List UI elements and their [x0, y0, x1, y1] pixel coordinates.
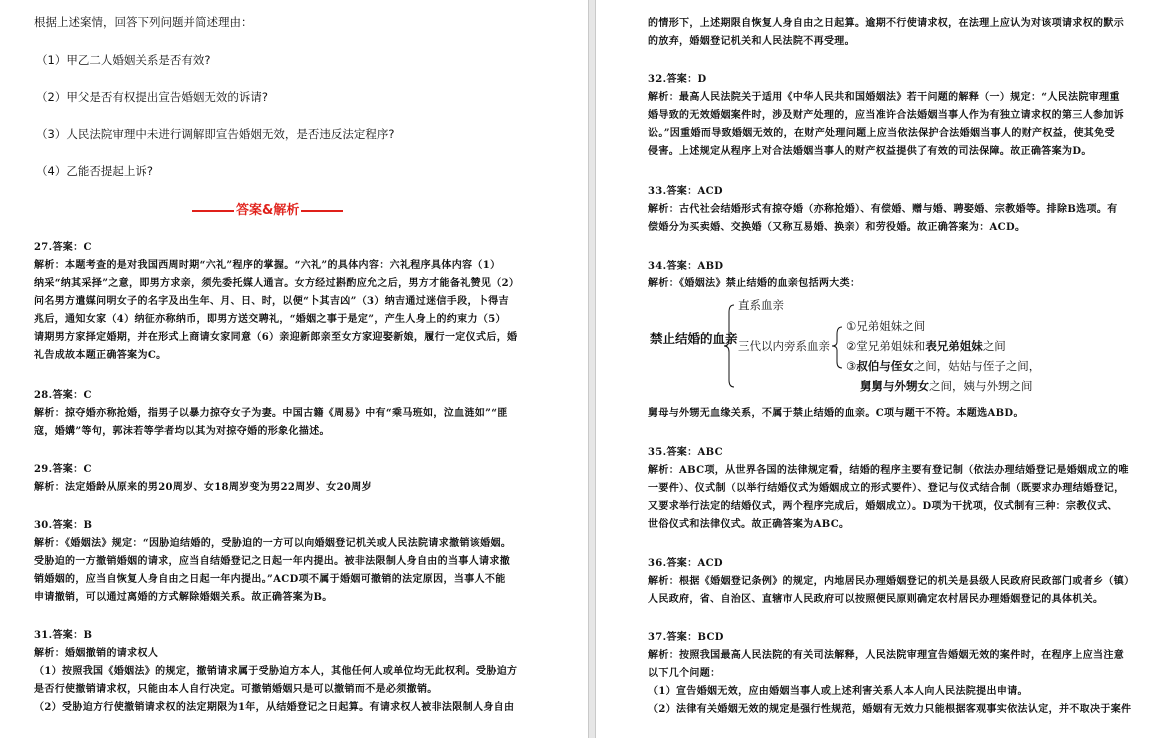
diagram-item-4-part: 舅舅与外甥女 [860, 379, 929, 393]
explanation-line: 人民政府，省、自治区、直辖市人民政府可以按照便民原则确定农村居民办理婚姻登记的具体机关。 [648, 594, 1104, 605]
explanation-line: 问名男方遣媒问明女子的名字及出生年、月、日、时，以便“卜其吉凶”（3）纳吉通过迷信手段，卜得吉 [34, 296, 509, 307]
heading-rule-left [192, 210, 234, 212]
explanation-line: 解析：《婚姻法》规定：“因胁迫结婚的，受胁迫的一方可以向婚姻登记机关或人民法院请求撤销该婚姻。 [34, 538, 512, 549]
explanation-line: 解析：按照我国最高人民法院的有关司法解释，人民法院审理宣告婚姻无效的案件时，在程序上应当注意 [648, 650, 1125, 661]
explanation-line: 解析：ABC项，从世界各国的法律规定看，结婚的程序主要有登记制（依法办理结婚登记是婚姻成立的唯 [648, 465, 1129, 476]
diagram-item-1: ①兄弟姐妹之间 [846, 319, 926, 333]
explanation-line: 解析：法定婚龄从原来的男20周岁、女18周岁变为男22周岁、女20周岁 [34, 482, 372, 493]
diagram-collateral-blood: 三代以内旁系血亲 [738, 339, 830, 353]
explanation-line: 又要求举行法定的结婚仪式，两个程序完成后，婚姻成立）。D项为干扰项，仪式制有三种：宗教仪式、 [648, 501, 1118, 512]
explanation-line: 销婚姻的，应当自恢复人身自由之日起一年内提出。”ACD项不属于婚姻可撤销的法定原因，当事人不能 [34, 574, 506, 585]
explanation-line: 舅母与外甥无血缘关系，不属于禁止结婚的血亲。C项与题干不符。本题选ABD。 [648, 408, 1024, 419]
answer-37: 37.答案：BCD [648, 632, 724, 643]
question-2: （2）甲父是否有权提出宣告婚姻无效的诉请? [36, 90, 268, 104]
explanation-line: 纳采“纳其采择”之意，即男方求亲，须先委托媒人通言。女方经过斟酌应允之后，男方才能备礼赞见（2） [34, 278, 520, 289]
explanation-line: 讼。”因重婚而导致婚姻无效的，在财产处理问题上应当依法保护合法婚姻当事人的财产权益，使其免受 [648, 128, 1115, 139]
answer-section-heading [190, 199, 345, 218]
explanation-line: 受胁迫的一方撤销婚姻的请求，应当自结婚登记之日起一年内提出。被非法限制人身自由的当事人请求撤 [34, 556, 511, 567]
diagram-item-3-part: 叔伯与侄女 [856, 359, 914, 373]
explanation-line: 婚导致的无效婚姻案件时，涉及财产处理的，应当准许合法婚姻当事人作为有独立请求权的第三人参加诉 [648, 110, 1125, 121]
question-1: （1）甲乙二人婚姻关系是否有效? [36, 53, 211, 67]
answer-34: 34.答案：ABD [648, 261, 724, 272]
explanation-line: 解析：古代社会结婚形式有掠夺婚（亦称抢婚）、有偿婚、赠与婚、聘娶婚、宗教婚等。排除B选项。有 [648, 204, 1118, 215]
answer-35: 35.答案：ABC [648, 447, 723, 458]
explanation-line: 解析：本题考查的是对我国西周时期“六礼”程序的掌握。“六礼”的具体内容：六礼程序具体内容（1） [34, 260, 501, 271]
diagram-item-2-part: ②堂兄弟姐妹和 [846, 339, 926, 353]
right-page [596, 0, 1160, 738]
continuation-line: 的情形下，上述期限自恢复人身自由之日起算。逾期不行使请求权，在法理上应认为对该项请求权的默示 [648, 18, 1125, 29]
explanation-line: 是否行使撤销请求权，只能由本人自行决定。可撤销婚姻只是可以撤销而不是必须撤销。 [34, 684, 438, 695]
diagram-item-4-part: 之间，姨与外甥之间 [929, 379, 1033, 393]
intro-text: 根据上述案情，回答下列问题并简述理由： [34, 15, 253, 29]
diagram-item-2 [846, 338, 1006, 354]
diagram-root: 禁止结婚的血亲 [650, 331, 738, 346]
question-3: （3）人民法院审理中未进行调解即宣告婚姻无效，是否违反法定程序? [36, 127, 395, 141]
explanation-line: 解析：掠夺婚亦称抢婚，指男子以暴力掠夺女子为妻。中国古籍《周易》中有“乘马班如，泣血涟如”“匪 [34, 408, 508, 419]
explanation-line: 偿婚分为买卖婚、交换婚（又称互易婚、换亲）和劳役婚。故正确答案为：ACD。 [648, 222, 1026, 233]
answer-30: 30.答案：B [34, 520, 93, 531]
diagram-item-2-part: 表兄弟姐妹 [925, 339, 983, 353]
explanation-line: 申请撤销，可以通过离婚的方式解除婚姻关系。故正确答案为B。 [34, 592, 333, 603]
continuation-line: 的放弃，婚姻登记机关和人民法院不再受理。 [648, 36, 855, 47]
answer-33: 33.答案：ACD [648, 186, 723, 197]
page-gutter [588, 0, 596, 738]
explanation-line: 解析：根据《婚姻登记条例》的规定，内地居民办理婚姻登记的机关是县级人民政府民政部门或者乡（镇） [648, 576, 1135, 587]
heading-rule-right [301, 210, 343, 212]
answer-29: 29.答案：C [34, 464, 92, 475]
explanation-line: 解析：《婚姻法》禁止结婚的血亲包括两大类： [648, 278, 861, 289]
explanation-line: （1）按照我国《婚姻法》的规定，撤销请求属于受胁迫方本人，其他任何人或单位均无此权利。受胁迫方 [34, 666, 518, 677]
explanation-line: 世俗仪式和法律仪式。故正确答案为ABC。 [648, 519, 850, 530]
diagram-item-3-part: ③ [846, 359, 857, 373]
diagram-item-4 [860, 378, 1033, 394]
explanation-line: 请期男方家择定婚期，并在形式上商请女家同意（6）亲迎新郎亲至女方家迎娶新娘，履行一定仪式后，婚 [34, 332, 518, 343]
answer-27: 27.答案：C [34, 242, 92, 253]
explanation-line: 解析：最高人民法院关于适用《中华人民共和国婚姻法》若干问题的解释（一）规定：“人民法院审理重 [648, 92, 1120, 103]
explanation-line: （2）法律有关婚姻无效的规定是强行性规范，婚姻有无效力只能根据客观事实依法认定，并不取决于案件 [648, 704, 1132, 715]
answer-36: 36.答案：ACD [648, 558, 723, 569]
diagram-item-2-part: 之间 [982, 339, 1006, 353]
explanation-line: （2）受胁迫方行使撤销请求权的法定期限为1年，从结婚登记之日起算。有请求权人被非法限制人身自由 [34, 702, 515, 713]
explanation-line: 侵害。上述规定从程序上对合法婚姻当事人的财产权益提供了有效的司法保障。故正确答案为D。 [648, 146, 1092, 157]
answer-32: 32.答案：D [648, 74, 707, 85]
diagram-item-3 [846, 358, 1040, 374]
explanation-line: 一要件）、仪式制（以举行结婚仪式为婚姻成立的形式要件）、登记与仪式结合制（既要求办理结婚登记， [648, 483, 1125, 494]
diagram-item-3-part: 之间，姑姑与侄子之间， [913, 359, 1041, 373]
explanation-line: 兆后，通知女家（4）纳征亦称纳币，即男方送交聘礼，“婚姻之事于是定”，产生人身上的约束力（5） [34, 314, 506, 325]
explanation-line: 解析：婚姻撤销的请求权人 [34, 648, 159, 659]
question-4: （4）乙能否提起上诉? [36, 164, 153, 178]
answer-31: 31.答案：B [34, 630, 93, 641]
answer-28: 28.答案：C [34, 390, 92, 401]
explanation-line: （1）宣告婚姻无效，应由婚姻当事人或上述利害关系人本人向人民法院提出申请。 [648, 686, 1028, 697]
explanation-line: 礼告成故本题正确答案为C。 [34, 350, 167, 361]
explanation-line: 寇，婚媾”等句，郭沫若等学者均以其为对掠夺婚的形象化描述。 [34, 426, 330, 437]
explanation-line: 以下几个问题： [648, 668, 721, 679]
heading-text: 答案&解析 [236, 203, 300, 218]
diagram-direct-blood: 直系血亲 [738, 298, 784, 312]
